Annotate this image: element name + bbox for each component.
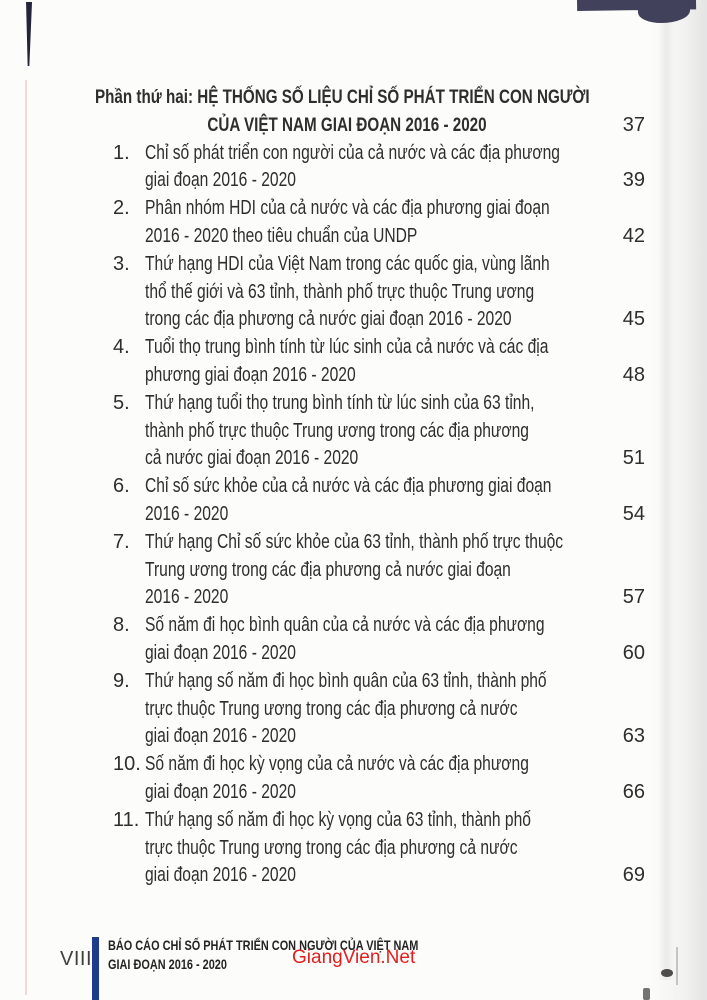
toc-item-line: 2016 - 2020 (145, 586, 229, 609)
footer-title-line1: BÁO CÁO CHỈ SỐ PHÁT TRIỂN CON NGƯỜI CỦA VIỆT NAM (108, 937, 419, 953)
toc-item-number: 8. (113, 614, 130, 637)
toc-item-lines (145, 668, 598, 751)
toc-item-lines (145, 334, 598, 390)
section-heading-title-line2: CỦA VIỆT NAM GIAI ĐOẠN 2016 - 2020 (206, 113, 487, 136)
toc-item-line: phương giai đoạn 2016 - 2020 (145, 363, 356, 386)
toc-item-page-number: 60 (622, 641, 645, 664)
toc-item (95, 140, 645, 196)
toc-item-page-number: 48 (622, 363, 645, 386)
toc-item-lines (145, 529, 598, 612)
section-heading-line1 (95, 84, 645, 112)
toc-item-lines (145, 390, 598, 473)
toc-item-line: Trung ương trong các địa phương cả nước giai đoạn (145, 558, 511, 581)
toc-item (95, 751, 645, 807)
toc-item-number: 2. (113, 197, 130, 220)
watermark-text: GiangVien.Net (292, 947, 416, 968)
toc-item-line: giai đoạn 2016 - 2020 (145, 780, 296, 803)
toc-item-page-number: 54 (622, 502, 645, 525)
toc-item-number: 10. (113, 753, 141, 776)
toc-item-page-number: 39 (622, 169, 645, 192)
scan-artifact-bottom-mark (643, 988, 650, 1000)
toc-item (95, 473, 645, 529)
toc-item-number: 3. (113, 252, 130, 275)
toc-item-line: giai đoạn 2016 - 2020 (145, 864, 296, 887)
toc-item-lines (145, 251, 598, 334)
toc-item-line: cả nước giai đoạn 2016 - 2020 (145, 447, 359, 470)
toc-item-line: Tuổi thọ trung bình tính từ lúc sinh của cả nước và các địa (145, 336, 549, 359)
toc-item-lines (145, 195, 598, 251)
toc-item-page-number: 57 (622, 586, 645, 609)
toc-item-line: trực thuộc Trung ương trong các địa phương cả nước (145, 836, 518, 859)
toc-item-number: 9. (113, 669, 130, 692)
footer-accent-bar (92, 937, 99, 1000)
toc-item-line: Thứ hạng số năm đi học bình quân của 63 tỉnh, thành phố (145, 669, 547, 692)
scan-artifact-left-line (25, 80, 27, 995)
toc-item-line: Phân nhóm HDI của cả nước và các địa phương giai đoạn (145, 197, 550, 220)
footer-title-line2: GIAI ĐOẠN 2016 - 2020 (108, 956, 227, 972)
toc-item-page-number: 42 (622, 224, 645, 247)
toc-item-number: 5. (113, 391, 130, 414)
table-of-contents (95, 84, 645, 890)
toc-item-line: giai đoạn 2016 - 2020 (145, 641, 296, 664)
toc-item-line: 2016 - 2020 (145, 502, 229, 525)
toc-item-page-number: 51 (622, 447, 645, 470)
toc-item-line: Thứ hạng Chỉ số sức khỏe của 63 tỉnh, thành phố trực thuộc (145, 530, 564, 553)
section-heading-line2 (95, 112, 645, 140)
toc-item-lines (145, 751, 598, 807)
toc-item (95, 668, 645, 751)
toc-item-number: 11. (113, 808, 140, 831)
toc-item-line: giai đoạn 2016 - 2020 (145, 169, 296, 192)
toc-item-page-number: 69 (622, 864, 645, 887)
toc-item (95, 612, 645, 668)
toc-item-number: 6. (113, 475, 130, 498)
toc-item-line: trực thuộc Trung ương trong các địa phương cả nước (145, 697, 518, 720)
toc-item-line: trong các địa phương cả nước giai đoạn 2016 - 2020 (145, 308, 512, 331)
toc-item-line: Chỉ số sức khỏe của cả nước và các địa phương giai đoạn (145, 475, 552, 498)
toc-item-lines (145, 807, 598, 890)
toc-item-line: Chỉ số phát triển con người của cả nước và các địa phương (145, 141, 560, 164)
toc-item (95, 195, 645, 251)
toc-item-number: 4. (113, 336, 130, 359)
toc-item-page-number: 66 (622, 780, 645, 803)
toc-item-line: thổ thế giới và 63 tỉnh, thành phố trực thuộc Trung ương (145, 280, 535, 303)
toc-item (95, 529, 645, 612)
toc-item-number: 7. (113, 530, 130, 553)
toc-list (95, 140, 645, 891)
toc-item-page-number: 63 (622, 725, 645, 748)
toc-item (95, 334, 645, 390)
section-heading-title-line1: HỆ THỐNG SỐ LIỆU CHỈ SỐ PHÁT TRIỂN CON NGƯỜI (197, 86, 590, 108)
section-heading-label: Phần thứ hai: (95, 86, 194, 108)
footer-page-number: VIII (60, 948, 93, 970)
toc-item-line: Thứ hạng HDI của Việt Nam trong các quốc gia, vùng lãnh (145, 252, 550, 275)
toc-item-line: giai đoạn 2016 - 2020 (145, 725, 296, 748)
toc-item-page-number: 45 (622, 308, 645, 331)
toc-item (95, 251, 645, 334)
section-heading (95, 84, 645, 140)
toc-item-line: Số năm đi học kỳ vọng của cả nước và các địa phương (145, 753, 529, 776)
toc-item-line: 2016 - 2020 theo tiêu chuẩn của UNDP (145, 224, 418, 247)
scan-artifact-thin-line (676, 947, 678, 985)
toc-item (95, 390, 645, 473)
scan-artifact-top-left-mark (25, 2, 32, 66)
toc-item-line: thành phố trực thuộc Trung ương trong các địa phương (145, 419, 529, 442)
toc-item-lines (145, 473, 598, 529)
toc-item (95, 807, 645, 890)
toc-item-line: Thứ hạng số năm đi học kỳ vọng của 63 tỉnh, thành phố (145, 808, 531, 831)
toc-item-line: Thứ hạng tuổi thọ trung bình tính từ lúc sinh của 63 tỉnh, (145, 391, 535, 414)
toc-item-number: 1. (113, 141, 130, 164)
toc-item-lines (145, 612, 598, 668)
toc-item-line: Số năm đi học bình quân của cả nước và các địa phương (145, 614, 545, 637)
page-edge-crease (658, 20, 674, 980)
toc-item-lines (145, 140, 598, 196)
scan-artifact-dot (661, 969, 673, 977)
section-heading-page-number: 37 (622, 113, 645, 136)
